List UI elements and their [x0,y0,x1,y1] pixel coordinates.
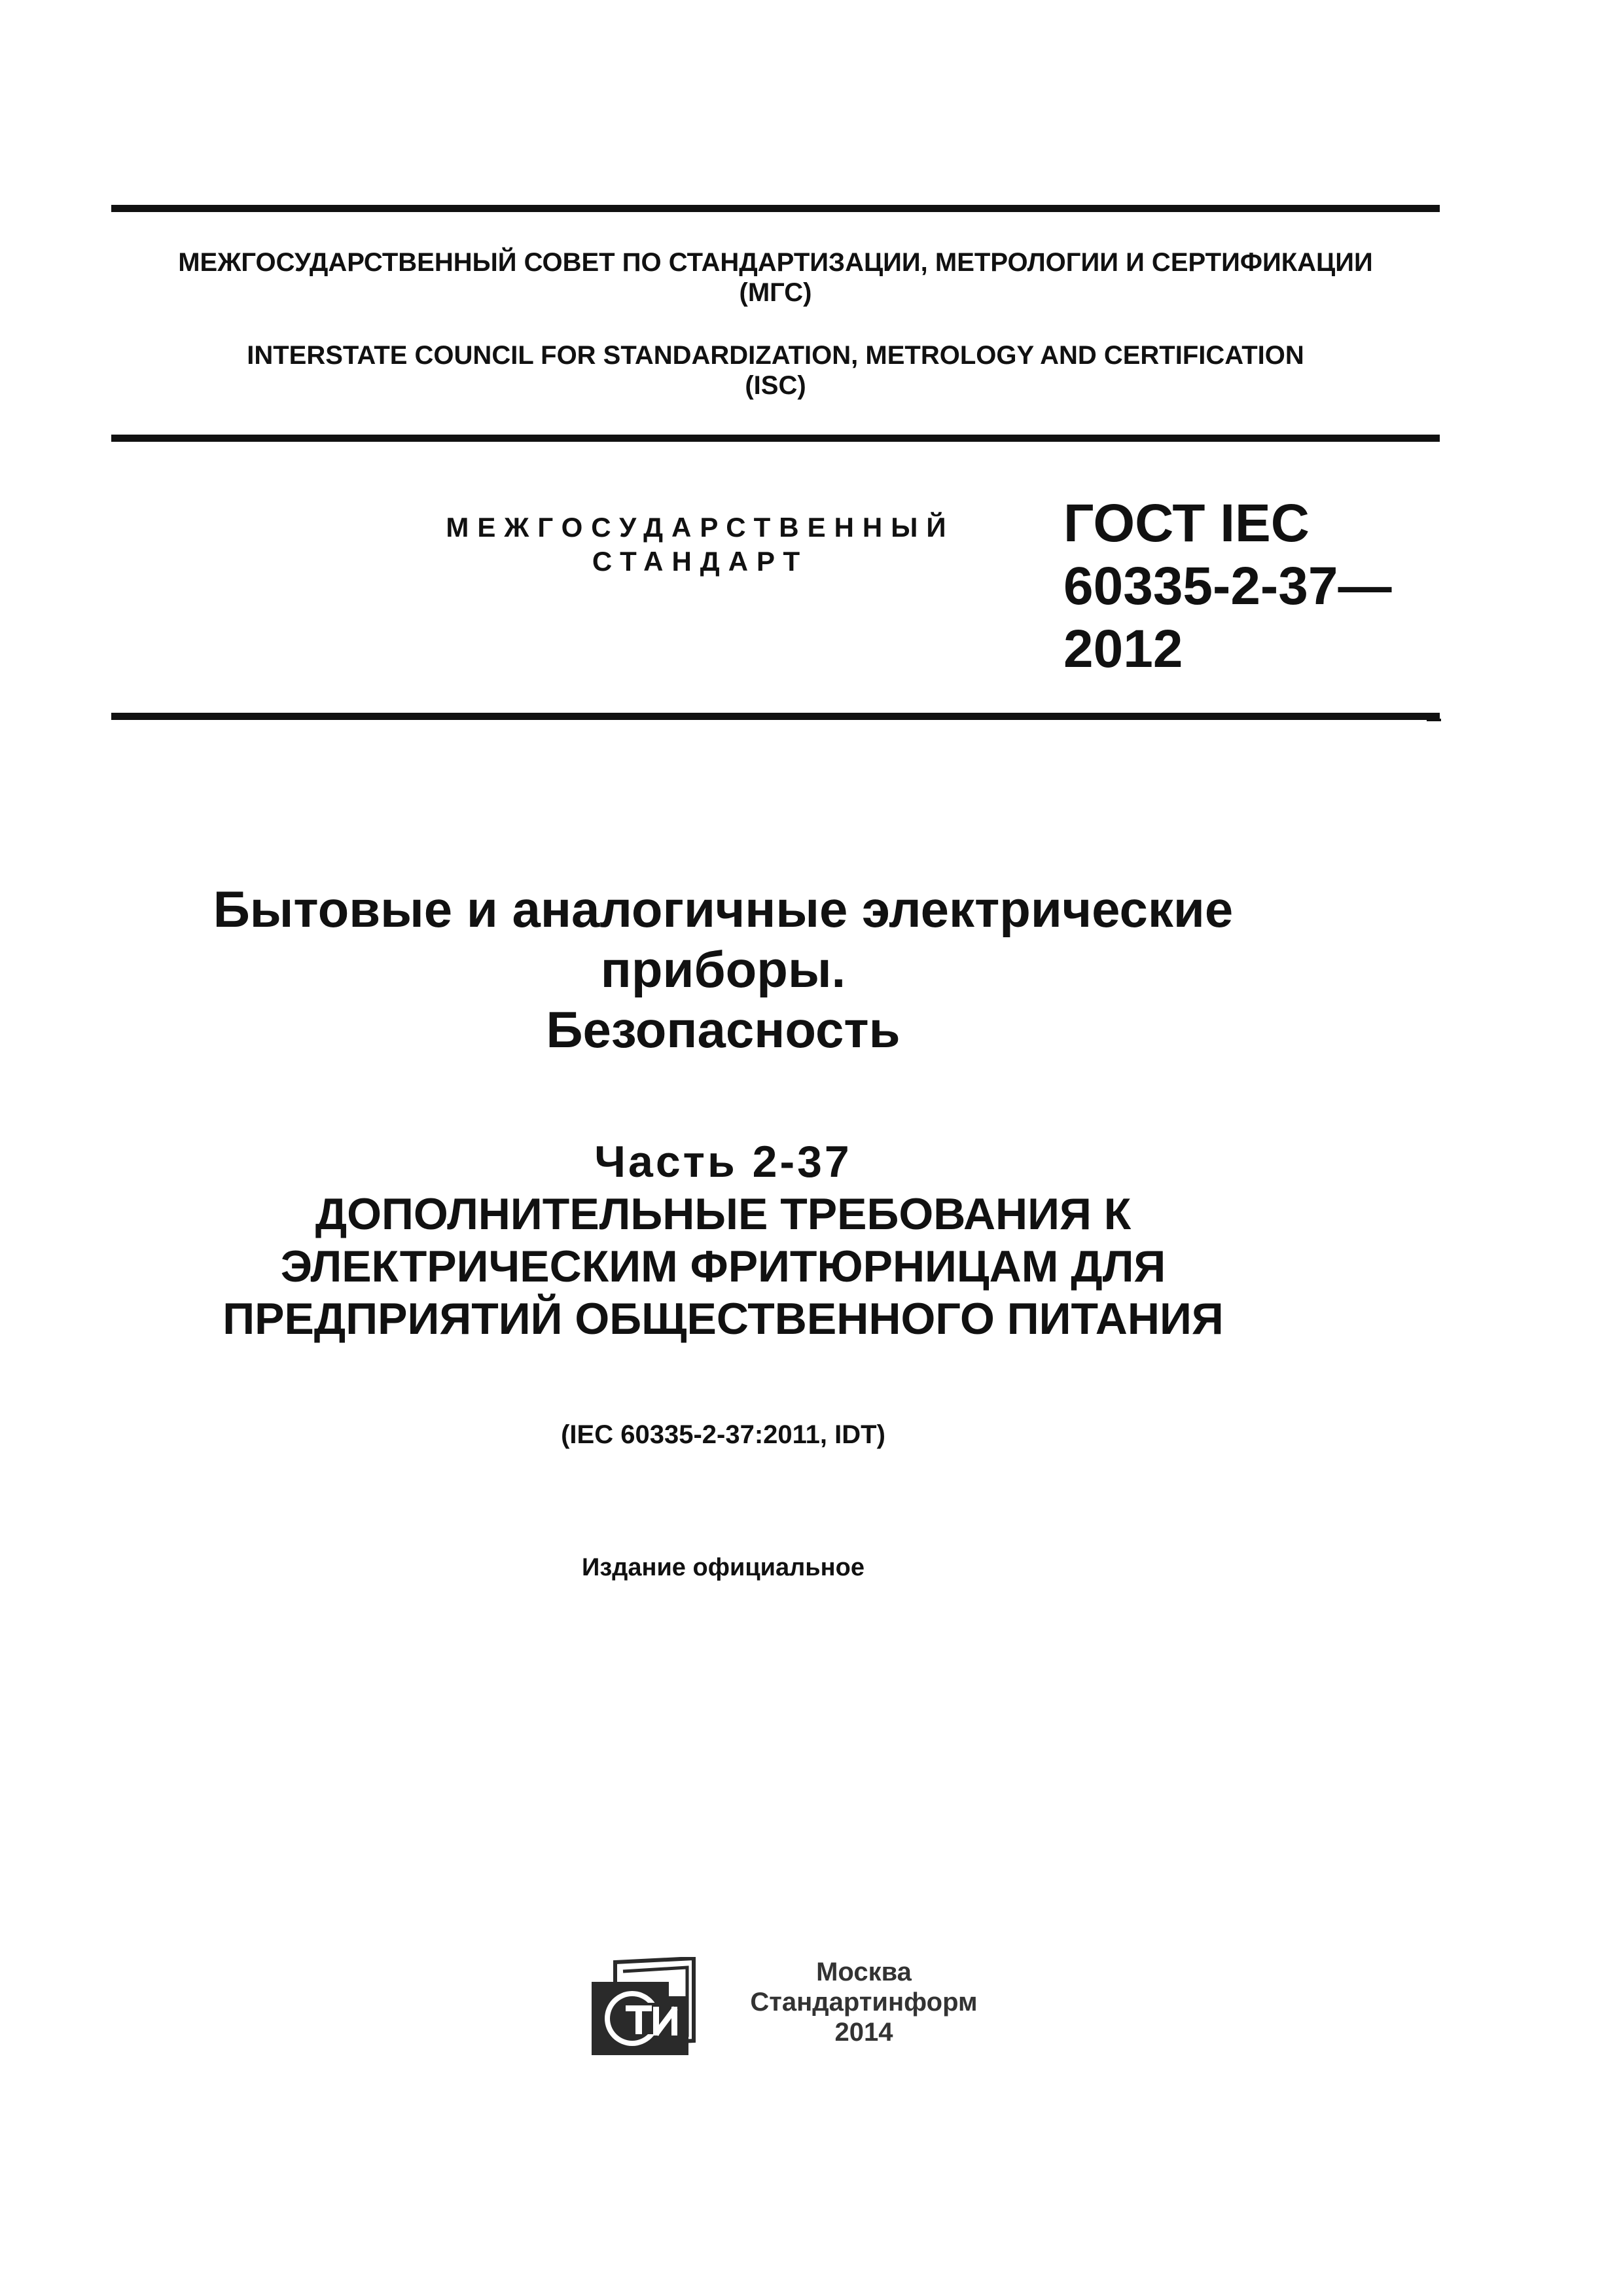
edition-note: Издание официальное [582,1554,865,1581]
standard-year: 2012 [1063,619,1183,679]
part-number: Часть 2-37 [594,1137,852,1187]
standard-type-line1: МЕЖГОСУДАРСТВЕННЫЙ [446,512,955,543]
publication-year: 2014 [834,2018,893,2047]
council-name-ru [111,247,1440,308]
council-name-en-abbr: (ISC) [745,371,806,400]
document-title [111,879,1335,1060]
designation-rule-tail [1427,719,1441,721]
document-title-line3: Безопасность [546,1001,901,1058]
council-name-ru-abbr: (МГС) [739,278,812,307]
publisher-city: Москва [816,1958,912,1986]
council-name-en [111,340,1440,401]
iec-reference: (IEC 60335-2-37:2011, IDT) [561,1420,885,1449]
top-rule [111,205,1440,212]
publisher-block [726,1957,1001,2047]
council-name-ru-line1: МЕЖГОСУДАРСТВЕННЫЙ СОВЕТ ПО СТАНДАРТИЗАЦИИ, МЕТРОЛОГИИ И СЕРТИФИКАЦИИ [178,248,1373,277]
part-title-line3: ПРЕДПРИЯТИЙ ОБЩЕСТВЕННОГО ПИТАНИЯ [223,1294,1224,1344]
standard-number-line1: ГОСТ IEC [1063,493,1310,553]
standard-designation [1063,492,1391,681]
council-name-en-line1: INTERSTATE COUNCIL FOR STANDARDIZATION, METROLOGY AND CERTIFICATION [247,341,1304,370]
standard-number-line2: 60335-2-37— [1063,556,1392,616]
part-block [111,1136,1335,1345]
standard-type [419,511,982,579]
publisher-name: Стандартинформ [750,1988,978,2017]
designation-rule [111,713,1440,720]
standard-type-line2: СТАНДАРТ [592,546,809,577]
middle-rule [111,435,1440,442]
document-title-line1: Бытовые и аналогичные электрические [213,880,1234,938]
part-title-line2: ЭЛЕКТРИЧЕСКИМ ФРИТЮРНИЦАМ ДЛЯ [280,1242,1166,1291]
document-title-line2: приборы. [600,941,846,998]
standartinform-logo-icon [589,1957,700,2058]
part-title-line1: ДОПОЛНИТЕЛЬНЫЕ ТРЕБОВАНИЯ К [315,1189,1132,1239]
